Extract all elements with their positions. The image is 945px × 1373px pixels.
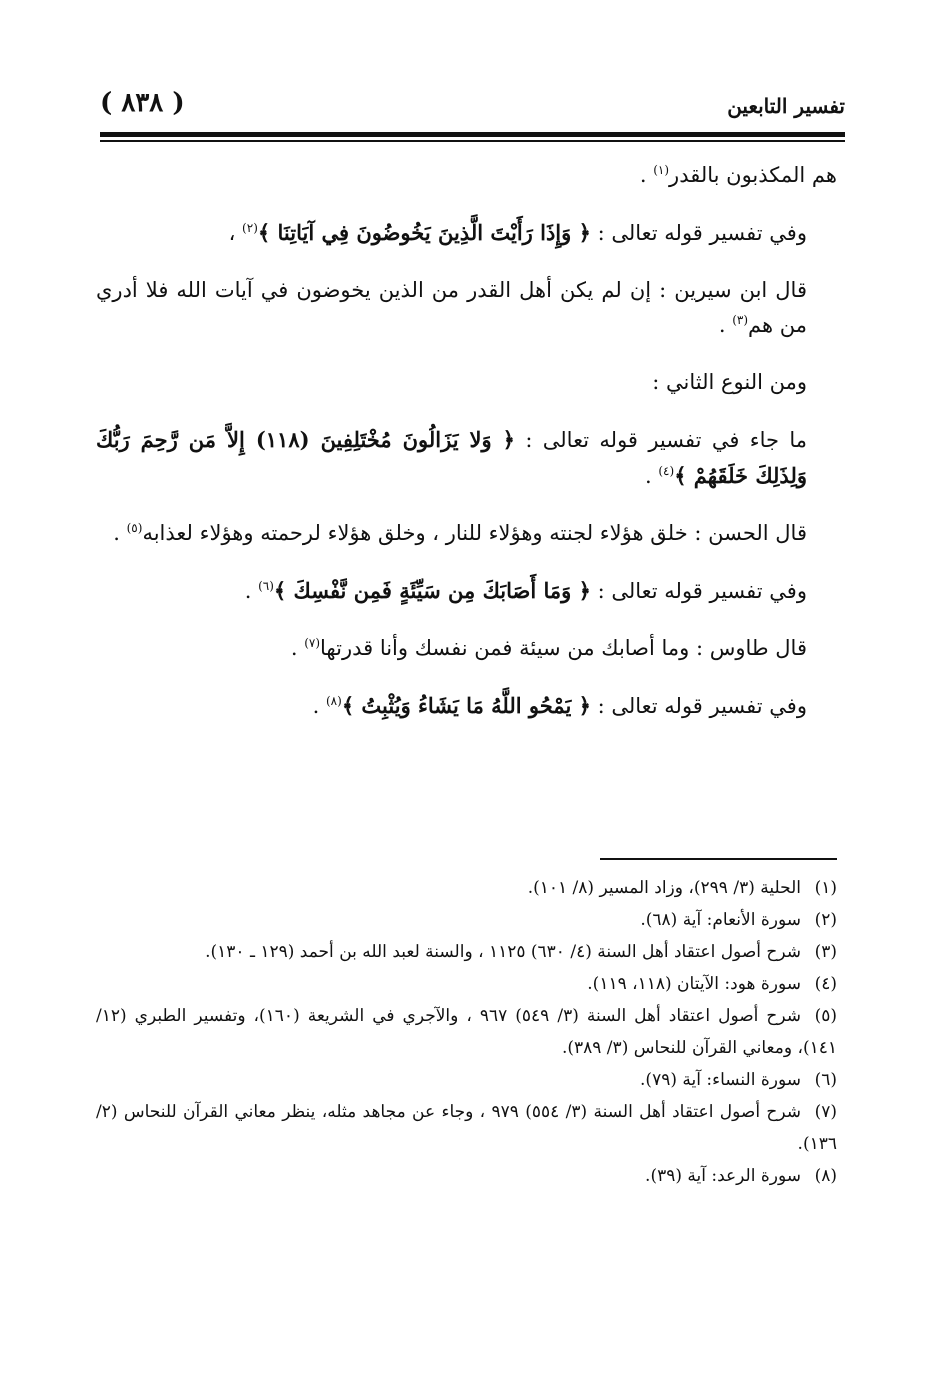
paragraph-5: ما جاء في تفسير قوله تعالى : ﴿ وَلا يَزَالُونَ مُخْتَلِفِينَ (١١٨) إِلاَّ مَن رَّحِمَ رَبُّكَ وَلِذَلِكَ خَلَقَهُمْ ﴾$^{(٤)}$ . (96, 427, 807, 488)
quran-verse: ﴿ يَمْحُو اللَّهُ مَا يَشَاءُ وَيُثْبِتُ ﴾ (341, 693, 591, 718)
paragraph-1: هم المكذبون بالقدر$^{(١)}$ . (639, 163, 837, 187)
footnote-ref-4: (٤) (658, 464, 675, 478)
footnote-7: (٧)شرح أصول اعتقاد أهل السنة (٣/ ٥٥٤) ٩٧٩ ، وجاء عن مجاهد مثله، ينظر معاني القرآن للنحاس (٢/ ١٣٦). (96, 1102, 837, 1154)
main-text (96, 158, 837, 746)
footnote-separator (600, 858, 837, 860)
paragraph-6: قال الحسن : خلق هؤلاء لجنته وهؤلاء للنار ، وخلق هؤلاء لرحمته وهؤلاء لعذابه$^{(٥)}$ . (113, 521, 807, 545)
quran-verse: ﴿ وَمَا أَصَابَكَ مِن سَيِّئَةٍ فَمِن نَّفْسِكَ ﴾ (273, 578, 591, 603)
footnote-6: (٦)سورة النساء: آية (٧٩). (640, 1070, 837, 1090)
paragraph-4: ومن النوع الثاني : (652, 370, 807, 394)
paragraph-8: قال طاوس : وما أصابك من سيئة فمن نفسك وأنا قدرتها$^{(٧)}$ . (290, 636, 807, 660)
footnote-4: (٤)سورة هود: الآيتان (١١٨، ١١٩). (587, 974, 837, 994)
footnote-ref-1: (١) (653, 163, 670, 177)
footnote-ref-2: (٢) (242, 221, 258, 235)
header-rule-thick (100, 132, 845, 137)
paragraph-9: وفي تفسير قوله تعالى : ﴿ يَمْحُو اللَّهُ مَا يَشَاءُ وَيُثْبِتُ ﴾$^{(٨)}$ . (312, 693, 807, 718)
footnote-ref-8: (٨) (325, 694, 342, 708)
footnote-ref-5: (٥) (126, 521, 143, 535)
paragraph-3: قال ابن سيرين : إن لم يكن أهل القدر من الذين يخوضون في آيات الله فلا أدري من هم$^{(٣)}$ . (96, 278, 807, 337)
footnote-ref-3: (٣) (732, 313, 749, 327)
footnotes (96, 872, 837, 1192)
footnote-1: (١)الحلية (٣/ ٢٩٩)، وزاد المسير (٨/ ١٠١). (527, 878, 837, 898)
page-number: ( ٨٣٨ ) (100, 88, 185, 118)
quran-verse: ﴿ وَلا يَزَالُونَ مُخْتَلِفِينَ (١١٨) إِلاَّ مَن رَّحِمَ رَبُّكَ وَلِذَلِكَ خَلَقَهُمْ ﴾ (96, 427, 807, 488)
page-header (100, 88, 845, 128)
quran-verse: ﴿ وَإِذَا رَأَيْتَ الَّذِينَ يَخُوضُونَ فِي آيَاتِنَا ﴾ (257, 220, 591, 245)
footnote-3: (٣)شرح أصول اعتقاد أهل السنة (٤/ ٦٣٠) ١١٢٥ ، والسنة لعبد الله بن أحمد (١٢٩ ـ ١٣٠). (205, 942, 837, 962)
footnote-8: (٨)سورة الرعد: آية (٣٩). (645, 1166, 837, 1186)
paragraph-2: وفي تفسير قوله تعالى : ﴿ وَإِذَا رَأَيْتَ الَّذِينَ يَخُوضُونَ فِي آيَاتِنَا ﴾$^{(٢)}$ ، (228, 220, 807, 245)
footnote-ref-7: (٧) (304, 636, 321, 650)
footnote-ref-6: (٦) (258, 579, 274, 593)
footnote-5: (٥)شرح أصول اعتقاد أهل السنة (٣/ ٥٤٩) ٩٦٧ ، والآجري في الشريعة (١٦٠)، وتفسير الطبري (١٢/ ١٤١)، ومعاني القرآن للنحاس (٣/ ٣٨٩). (96, 1006, 838, 1058)
header-rule-thin (100, 140, 845, 142)
footnote-2: (٢)سورة الأنعام: آية (٦٨). (640, 910, 837, 930)
paragraph-7: وفي تفسير قوله تعالى : ﴿ وَمَا أَصَابَكَ مِن سَيِّئَةٍ فَمِن نَّفْسِكَ ﴾$^{(٦)}$ . (244, 578, 807, 603)
book-title: تفسير التابعين (727, 94, 845, 118)
